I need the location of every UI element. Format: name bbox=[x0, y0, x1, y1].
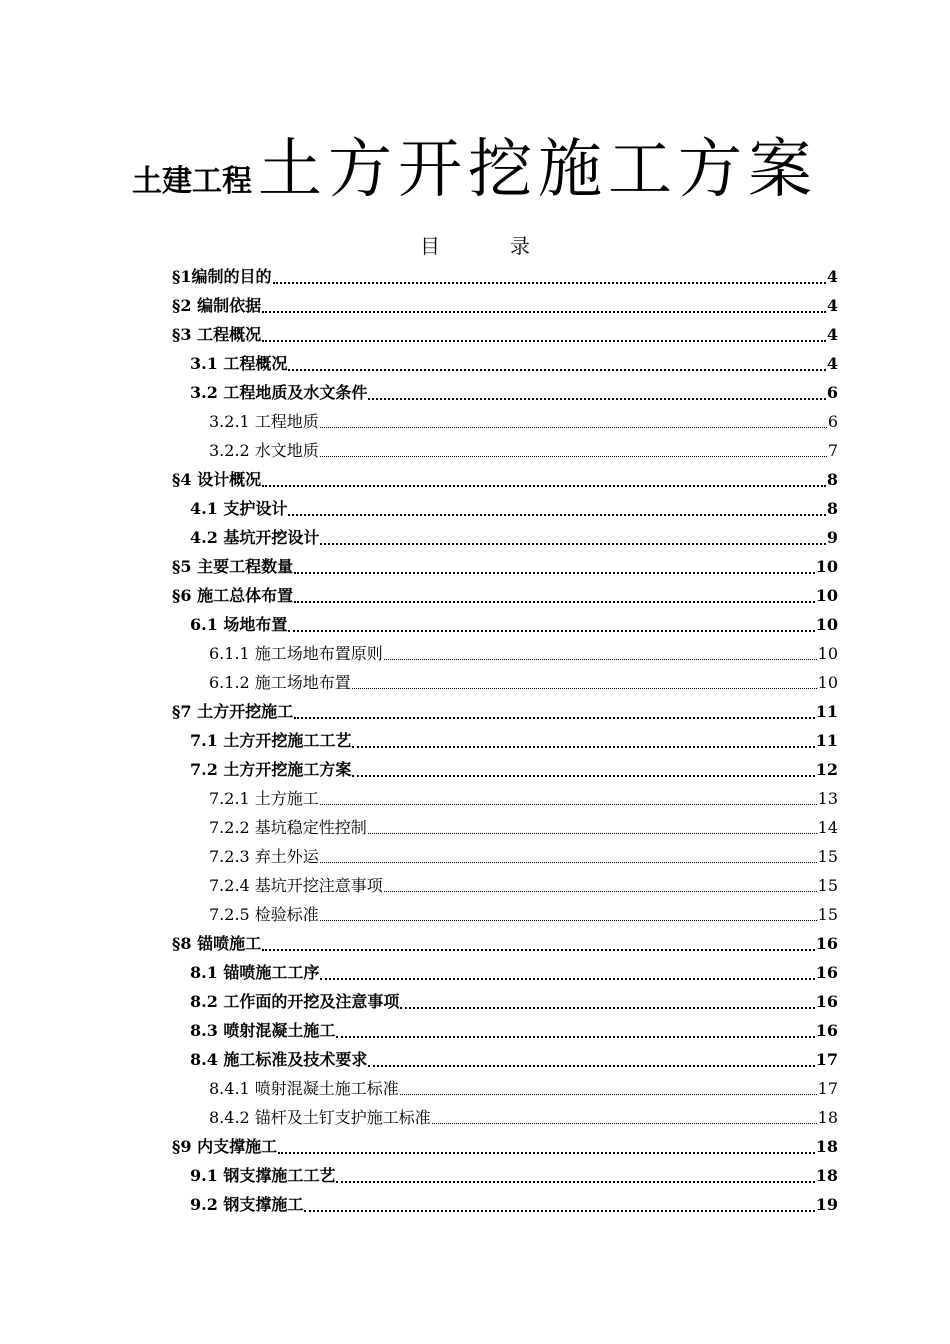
toc-entry[interactable] bbox=[172, 1074, 838, 1103]
toc-entry-label: 7.2.3 弃土外运 bbox=[209, 847, 319, 866]
toc-entry-page: 15 bbox=[817, 905, 838, 924]
toc-entry-page: 16 bbox=[815, 992, 838, 1011]
toc-entry-label: 3.2.2 水文地质 bbox=[209, 441, 319, 460]
toc-entry-page: 18 bbox=[815, 1166, 838, 1185]
table-of-contents bbox=[172, 262, 838, 1219]
toc-entry-page: 7 bbox=[827, 441, 838, 460]
toc-leader-dots bbox=[336, 1181, 814, 1183]
toc-entry[interactable] bbox=[172, 697, 838, 726]
toc-leader-dots bbox=[294, 601, 815, 603]
toc-entry-label: §7 土方开挖施工 bbox=[172, 702, 294, 721]
toc-leader-dots bbox=[352, 688, 817, 689]
toc-entry-label: 7.2.1 土方施工 bbox=[209, 789, 319, 808]
toc-entry[interactable] bbox=[172, 1190, 838, 1219]
toc-entry[interactable] bbox=[172, 755, 838, 784]
toc-heading: 目录 bbox=[420, 234, 600, 258]
toc-entry[interactable] bbox=[172, 639, 838, 668]
toc-entry[interactable] bbox=[172, 958, 838, 987]
toc-entry-page: 18 bbox=[815, 1137, 838, 1156]
toc-entry-page: 14 bbox=[817, 818, 838, 837]
toc-entry[interactable] bbox=[172, 1132, 838, 1161]
toc-entry[interactable] bbox=[172, 552, 838, 581]
toc-entry[interactable] bbox=[172, 842, 838, 871]
toc-entry[interactable] bbox=[172, 465, 838, 494]
toc-entry-label: 9.2 钢支撑施工 bbox=[190, 1195, 304, 1214]
toc-entry-label: 3.2.1 工程地质 bbox=[209, 412, 319, 431]
toc-entry-label: 8.4 施工标准及技术要求 bbox=[190, 1050, 368, 1069]
toc-entry-page: 9 bbox=[826, 528, 838, 547]
toc-leader-dots bbox=[262, 311, 826, 313]
toc-leader-dots bbox=[278, 1152, 815, 1154]
title-prefix: 土建工程 bbox=[132, 164, 252, 199]
toc-entry-page: 8 bbox=[826, 470, 838, 489]
toc-entry-label: 4.2 基坑开挖设计 bbox=[190, 528, 320, 547]
toc-entry[interactable] bbox=[172, 262, 838, 291]
toc-entry-label: 7.1 土方开挖施工工艺 bbox=[190, 731, 352, 750]
toc-leader-dots bbox=[262, 340, 826, 342]
toc-leader-dots bbox=[384, 659, 817, 660]
toc-entry-page: 6 bbox=[827, 412, 838, 431]
toc-leader-dots bbox=[400, 1007, 814, 1009]
toc-entry-label: 6.1.1 施工场地布置原则 bbox=[209, 644, 383, 663]
toc-entry[interactable] bbox=[172, 1103, 838, 1132]
toc-entry-page: 15 bbox=[817, 847, 838, 866]
toc-entry-page: 10 bbox=[815, 586, 838, 605]
toc-entry-page: 17 bbox=[815, 1050, 838, 1069]
toc-entry-page: 16 bbox=[815, 963, 838, 982]
toc-entry[interactable] bbox=[172, 349, 838, 378]
toc-entry-page: 11 bbox=[815, 731, 838, 750]
toc-leader-dots bbox=[384, 891, 817, 892]
toc-entry-page: 17 bbox=[817, 1079, 838, 1098]
toc-entry-label: §6 施工总体布置 bbox=[172, 586, 294, 605]
toc-entry-label: 7.2.4 基坑开挖注意事项 bbox=[209, 876, 383, 895]
toc-entry-label: 6.1.2 施工场地布置 bbox=[209, 673, 351, 692]
toc-entry[interactable] bbox=[172, 813, 838, 842]
toc-leader-dots bbox=[320, 920, 817, 921]
toc-entry-label: 8.3 喷射混凝土施工 bbox=[190, 1021, 336, 1040]
toc-entry-label: 7.2.2 基坑稳定性控制 bbox=[209, 818, 367, 837]
toc-entry-page: 15 bbox=[817, 876, 838, 895]
toc-leader-dots bbox=[368, 833, 817, 834]
toc-entry[interactable] bbox=[172, 436, 838, 465]
toc-entry-label: 3.2 工程地质及水文条件 bbox=[190, 383, 368, 402]
toc-entry-page: 12 bbox=[815, 760, 838, 779]
toc-entry-page: 19 bbox=[815, 1195, 838, 1214]
toc-leader-dots bbox=[352, 746, 814, 748]
toc-entry-label: 9.1 钢支撑施工工艺 bbox=[190, 1166, 336, 1185]
toc-entry-label: 7.2 土方开挖施工方案 bbox=[190, 760, 352, 779]
toc-leader-dots bbox=[368, 1065, 814, 1067]
toc-leader-dots bbox=[320, 978, 814, 980]
toc-entry-page: 4 bbox=[826, 267, 838, 286]
toc-entry-label: §4 设计概况 bbox=[172, 470, 262, 489]
toc-entry[interactable] bbox=[172, 407, 838, 436]
toc-entry-label: 6.1 场地布置 bbox=[190, 615, 288, 634]
toc-leader-dots bbox=[288, 630, 814, 632]
toc-entry[interactable] bbox=[172, 871, 838, 900]
toc-leader-dots bbox=[294, 572, 815, 574]
toc-entry[interactable] bbox=[172, 494, 838, 523]
toc-entry-label: §3 工程概况 bbox=[172, 325, 262, 344]
toc-entry[interactable] bbox=[172, 900, 838, 929]
toc-leader-dots bbox=[304, 1210, 814, 1212]
toc-entry[interactable] bbox=[172, 929, 838, 958]
toc-entry-page: 6 bbox=[826, 383, 838, 402]
toc-entry-label: §9 内支撑施工 bbox=[172, 1137, 278, 1156]
toc-leader-dots bbox=[288, 514, 825, 516]
toc-entry-label: §5 主要工程数量 bbox=[172, 557, 294, 576]
toc-entry[interactable] bbox=[172, 320, 838, 349]
toc-entry[interactable] bbox=[172, 784, 838, 813]
toc-entry[interactable] bbox=[172, 291, 838, 320]
toc-leader-dots bbox=[288, 369, 825, 371]
toc-entry[interactable] bbox=[172, 378, 838, 407]
toc-entry-label: §8 锚喷施工 bbox=[172, 934, 262, 953]
toc-entry-page: 8 bbox=[826, 499, 838, 518]
toc-entry[interactable] bbox=[172, 610, 838, 639]
toc-entry[interactable] bbox=[172, 726, 838, 755]
toc-entry[interactable] bbox=[172, 523, 838, 552]
toc-entry-label: §2 编制依据 bbox=[172, 296, 262, 315]
toc-leader-dots bbox=[320, 427, 827, 428]
toc-entry-page: 10 bbox=[815, 615, 838, 634]
toc-leader-dots bbox=[320, 862, 817, 863]
toc-entry-label: 3.1 工程概况 bbox=[190, 354, 288, 373]
toc-leader-dots bbox=[273, 282, 826, 284]
toc-leader-dots bbox=[294, 717, 815, 719]
toc-entry-label: 4.1 支护设计 bbox=[190, 499, 288, 518]
toc-leader-dots bbox=[336, 1036, 814, 1038]
toc-entry[interactable] bbox=[172, 668, 838, 697]
toc-entry[interactable] bbox=[172, 1161, 838, 1190]
toc-leader-dots bbox=[432, 1123, 817, 1124]
toc-entry[interactable] bbox=[172, 1045, 838, 1074]
toc-entry[interactable] bbox=[172, 581, 838, 610]
toc-entry-label: 8.4.1 喷射混凝土施工标准 bbox=[209, 1079, 399, 1098]
title-main: 土方开挖施工方案 bbox=[258, 133, 818, 207]
toc-leader-dots bbox=[262, 485, 826, 487]
toc-entry-page: 16 bbox=[815, 1021, 838, 1040]
toc-entry-page: 4 bbox=[826, 354, 838, 373]
toc-entry-page: 4 bbox=[826, 325, 838, 344]
toc-entry-page: 4 bbox=[826, 296, 838, 315]
toc-leader-dots bbox=[352, 775, 814, 777]
toc-leader-dots bbox=[320, 543, 825, 545]
toc-entry-page: 10 bbox=[817, 644, 838, 663]
toc-leader-dots bbox=[320, 456, 827, 457]
toc-entry-label: §1编制的目的 bbox=[172, 267, 272, 286]
toc-entry-label: 8.2 工作面的开挖及注意事项 bbox=[190, 992, 400, 1011]
toc-leader-dots bbox=[262, 949, 815, 951]
toc-entry-page: 11 bbox=[815, 702, 838, 721]
toc-entry[interactable] bbox=[172, 987, 838, 1016]
toc-leader-dots bbox=[320, 804, 817, 805]
toc-leader-dots bbox=[368, 398, 825, 400]
toc-entry-page: 10 bbox=[817, 673, 838, 692]
document-title bbox=[0, 118, 950, 210]
toc-entry-label: 8.1 锚喷施工工序 bbox=[190, 963, 320, 982]
toc-entry-label: 7.2.5 检验标准 bbox=[209, 905, 319, 924]
toc-entry-page: 16 bbox=[815, 934, 838, 953]
toc-entry[interactable] bbox=[172, 1016, 838, 1045]
toc-entry-page: 18 bbox=[817, 1108, 838, 1127]
toc-entry-page: 10 bbox=[815, 557, 838, 576]
toc-leader-dots bbox=[400, 1094, 817, 1095]
toc-entry-page: 13 bbox=[817, 789, 838, 808]
toc-entry-label: 8.4.2 锚杆及土钉支护施工标准 bbox=[209, 1108, 431, 1127]
